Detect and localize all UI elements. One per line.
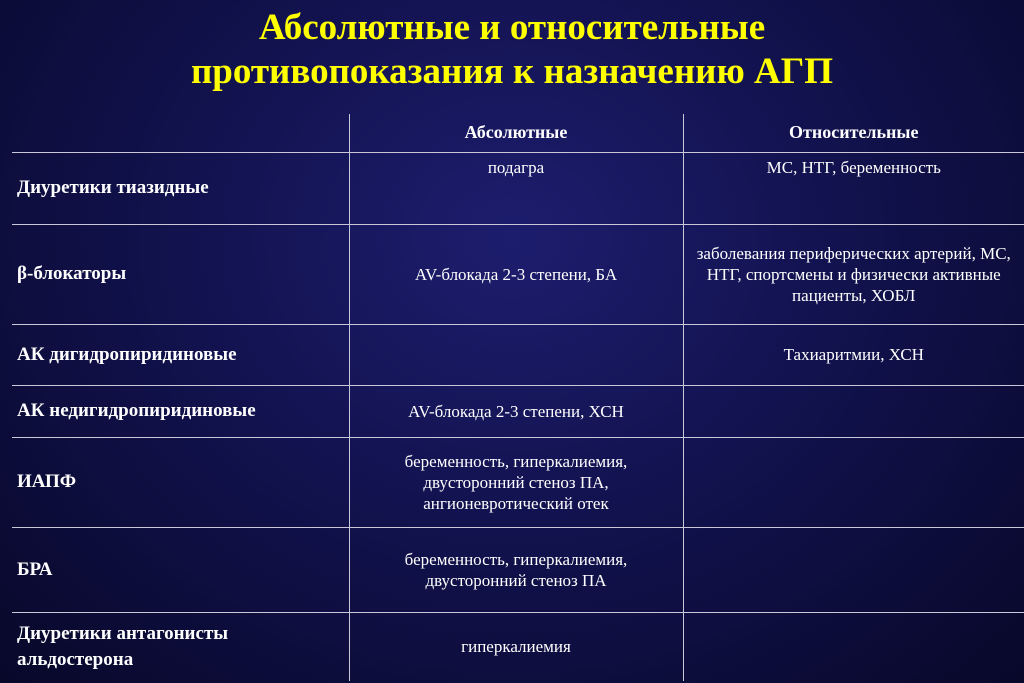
table-row — [12, 152, 1024, 224]
absolute-cell: AV-блокада 2-3 степени, БА — [349, 224, 683, 324]
row-label: Диуретики антагонисты альдостерона — [12, 612, 349, 681]
row-label: АК недигидропиридиновые — [12, 385, 349, 437]
header-relative: Относительные — [683, 114, 1024, 152]
relative-cell: заболевания периферических артерий, МС, НТГ, спортсмены и физически активные пациенты, ХОБЛ — [683, 224, 1024, 324]
table-row — [12, 527, 1024, 612]
relative-cell: Тахиаритмии, ХСН — [683, 324, 1024, 385]
table-row — [12, 385, 1024, 437]
slide-title-line-1: Абсолютные и относительные — [258, 7, 766, 48]
contraindications-table — [12, 114, 1024, 681]
table-row — [12, 437, 1024, 527]
row-label: ИАПФ — [12, 437, 349, 527]
relative-cell — [683, 612, 1024, 681]
table-row — [12, 612, 1024, 681]
relative-cell — [683, 437, 1024, 527]
slide-title — [0, 6, 1024, 94]
absolute-cell: гиперкалиемия — [349, 612, 683, 681]
table-row — [12, 324, 1024, 385]
absolute-cell: подагра — [349, 152, 683, 224]
absolute-cell — [349, 324, 683, 385]
table-row — [12, 224, 1024, 324]
absolute-cell: беременность, гиперкалиемия, двусторонний стеноз ПА — [349, 527, 683, 612]
relative-cell — [683, 385, 1024, 437]
header-absolute: Абсолютные — [349, 114, 683, 152]
row-label: АК дигидропиридиновые — [12, 324, 349, 385]
row-label: Диуретики тиазидные — [12, 152, 349, 224]
absolute-cell: AV-блокада 2-3 степени, ХСН — [349, 385, 683, 437]
header-cell-empty — [12, 114, 349, 152]
absolute-cell: беременность, гиперкалиемия, двусторонний стеноз ПА, ангионевротический отек — [349, 437, 683, 527]
slide-title-line-2: противопоказания к назначению АГП — [190, 51, 834, 92]
relative-cell: МС, НТГ, беременность — [683, 152, 1024, 224]
row-label: β-блокаторы — [12, 224, 349, 324]
row-label: БРА — [12, 527, 349, 612]
relative-cell — [683, 527, 1024, 612]
table-header-row — [12, 114, 1024, 152]
